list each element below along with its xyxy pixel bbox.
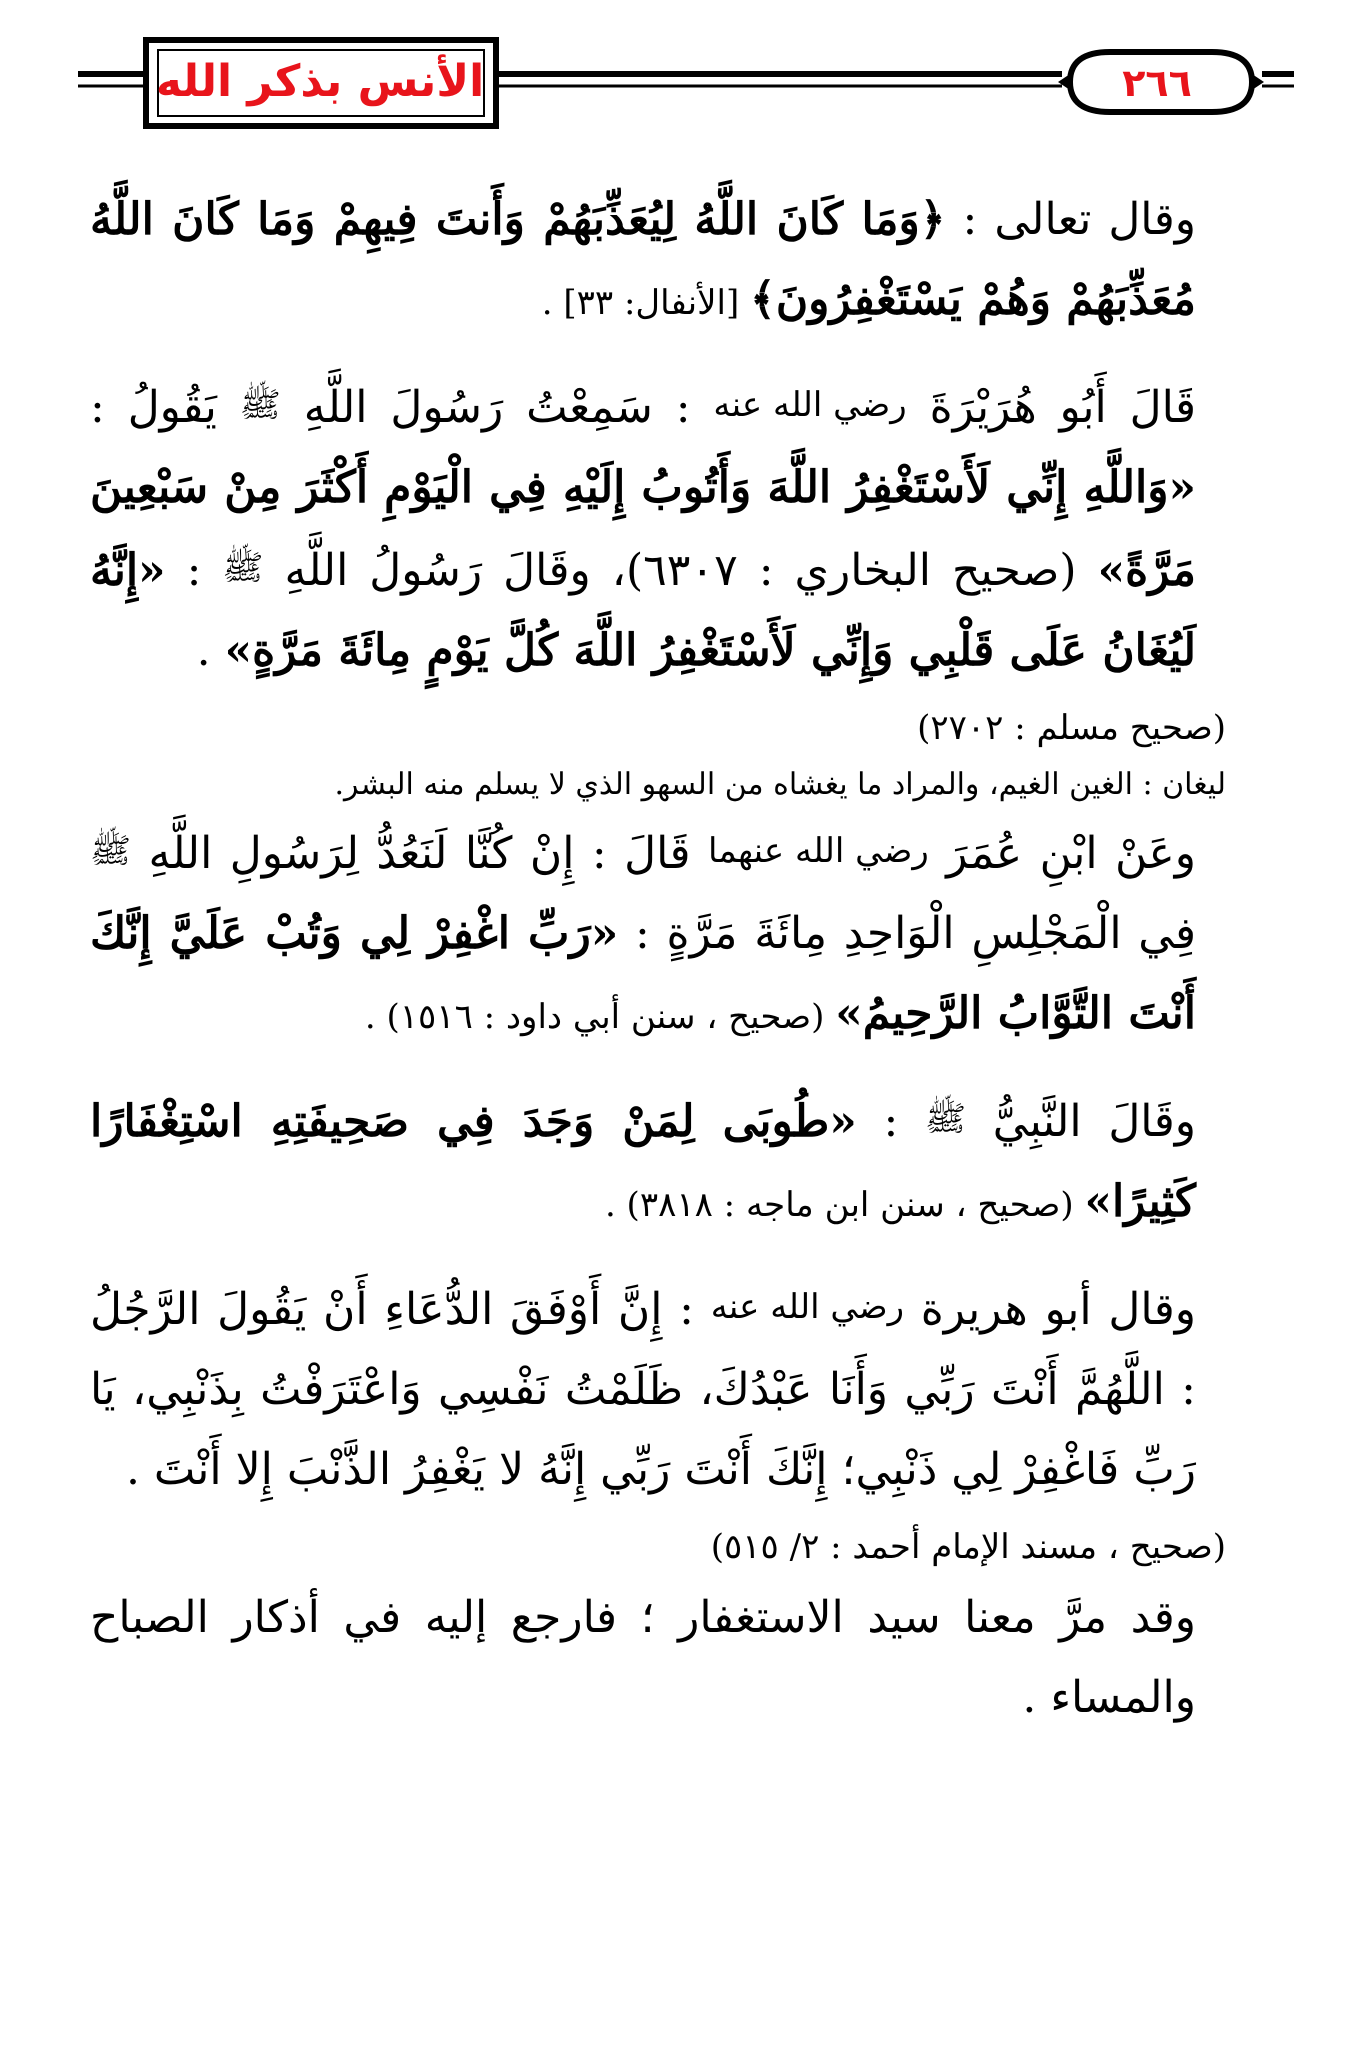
salawat-honorific-icon: ﷺ: [239, 385, 281, 425]
salawat-honorific-icon: ﷺ: [90, 831, 132, 871]
hadith-source: (صحيح البخاري : ٦٣٠٧)، وقَالَ رَسُولُ اللَّهِ: [263, 545, 1098, 596]
quran-verse: ﴿وَمَا كَانَ اللَّهُ لِيُعَذِّبَهُمْ وَأَنتَ فِيهِمْ وَمَا كَانَ اللَّهُ مُعَذِّبَهُمْ وَهُمْ يَسْتَغْفِرُونَ﴾: [90, 194, 1196, 325]
paragraph-ibn-umar-hadith: وعَنْ ابْنِ عُمَرَ رضي الله عنهما قَالَ : إِنْ كُنَّا لَنَعُدُّ لِرَسُولِ اللَّهِ ﷺ فِي الْمَجْلِسِ الْوَاحِدِ مِائَةَ مَرَّةٍ : «رَبِّ اغْفِرْ لِي وَتُبْ عَلَيَّ إِنَّكَ أَنْتَ التَّوَّابُ الرَّحِيمُ» (صحيح ، سنن أبي داود : ١٥١٦) .: [90, 811, 1266, 1057]
page-number: ٢٦٦: [1122, 61, 1192, 105]
paragraph-tuba-hadith: وقَالَ النَّبِيُّ ﷺ : «طُوبَى لِمَنْ وَجَدَ فِي صَحِيفَتِهِ اسْتِغْفَارًا كَثِيرًا» (صحيح ، سنن ابن ماجه : ٣٨١٨) .: [90, 1079, 1266, 1245]
salawat-honorific-icon: ﷺ: [925, 1099, 967, 1139]
radiallahu-anhu-honorific: رضي الله عنه: [713, 385, 907, 425]
source-citation: (صحيح ، مسند الإمام أحمد : ٢/ ٥١٥): [710, 1527, 1226, 1567]
radiallahu-anhuma-honorific: رضي الله عنهما: [707, 831, 929, 871]
verse-reference: [الأنفال: ٣٣] .: [541, 283, 751, 323]
paragraph-sayyid-al-istighfar: وقد مرَّ معنا سيد الاستغفار ؛ فارجع إليه في أذكار الصباح والمساء .: [90, 1592, 1196, 1723]
source-citation: (صحيح مسلم : ٢٧٠٢): [917, 708, 1226, 748]
footnote-explanation: ليغان : الغين الغيم، والمراد ما يغشاه من السهو الذي لا يسلم منه البشر.: [334, 767, 1226, 802]
hadith-text: «رَبِّ اغْفِرْ لِي وَتُبْ عَلَيَّ إِنَّكَ أَنْتَ التَّوَّابُ الرَّحِيمُ»: [90, 908, 1196, 1039]
page-body: [90, 180, 1266, 1738]
hadith-source: (صحيح ، سنن أبي داود : ١٥١٦) .: [364, 997, 836, 1037]
paragraph-best-dua: وقال أبو هريرة رضي الله عنه : إِنَّ أَوْفَقَ الدُّعَاءِ أَنْ يَقُولَ الرَّجُلُ : اللَّهُمَّ أَنْتَ رَبِّي وَأَنَا عَبْدُكَ، ظَلَمْتُ نَفْسِي وَاعْتَرَفْتُ بِذَنْبِي، يَا رَبِّ فَاغْفِرْ لِي ذَنْبِي؛ إِنَّكَ أَنْتَ رَبِّي إِنَّهُ لا يَغْفِرُ الذَّنْبَ إِلا أَنْتَ .: [90, 1267, 1266, 1510]
hadith-source: (صحيح ، سنن ابن ماجه : ٣٨١٨) .: [604, 1185, 1085, 1225]
running-title: الأنس بذكر الله: [155, 56, 485, 107]
paragraph-quran-verse: وقال تعالى : ﴿وَمَا كَانَ اللَّهُ لِيُعَذِّبَهُمْ وَأَنتَ فِيهِمْ وَمَا كَانَ اللَّهُ مُعَذِّبَهُمْ وَهُمْ يَسْتَغْفِرُونَ﴾ [الأنفال: ٣٣] .: [90, 194, 1196, 325]
salawat-honorific-icon: ﷺ: [222, 548, 264, 588]
radiallahu-anhu-honorific: رضي الله عنه: [710, 1287, 904, 1327]
hadith-text: «إِنَّهُ لَيُغَانُ عَلَى قَلْبِي وَإِنِّي لَأَسْتَغْفِرُ اللَّهَ كُلَّ يَوْمٍ مِائَةَ مَرَّةٍ»: [90, 545, 1196, 676]
hadith-text: «وَاللَّهِ إِنِّي لَأَسْتَغْفِرُ اللَّهَ وَأَتُوبُ إِلَيْهِ فِي الْيَوْمِ أَكْثَرَ مِنْ سَبْعِينَ مَرَّةً»: [90, 462, 1196, 596]
hadith-text: «طُوبَى لِمَنْ وَجَدَ فِي صَحِيفَتِهِ اسْتِغْفَارًا كَثِيرًا»: [90, 1096, 1196, 1227]
page-header: [0, 34, 1356, 134]
paragraph-abu-hurairah-hadith: قَالَ أَبُو هُرَيْرَةَ رضي الله عنه : سَمِعْتُ رَسُولَ اللَّهِ ﷺ يَقُولُ : «وَاللَّهِ إِنِّي لَأَسْتَغْفِرُ اللَّهَ وَأَتُوبُ إِلَيْهِ فِي الْيَوْمِ أَكْثَرَ مِنْ سَبْعِينَ مَرَّةً» (صحيح البخاري : ٦٣٠٧)، وقَالَ رَسُولُ اللَّهِ ﷺ : «إِنَّهُ لَيُغَانُ عَلَى قَلْبِي وَإِنِّي لَأَسْتَغْفِرُ اللَّهَ كُلَّ يَوْمٍ مِائَةَ مَرَّةٍ» .: [90, 365, 1266, 691]
